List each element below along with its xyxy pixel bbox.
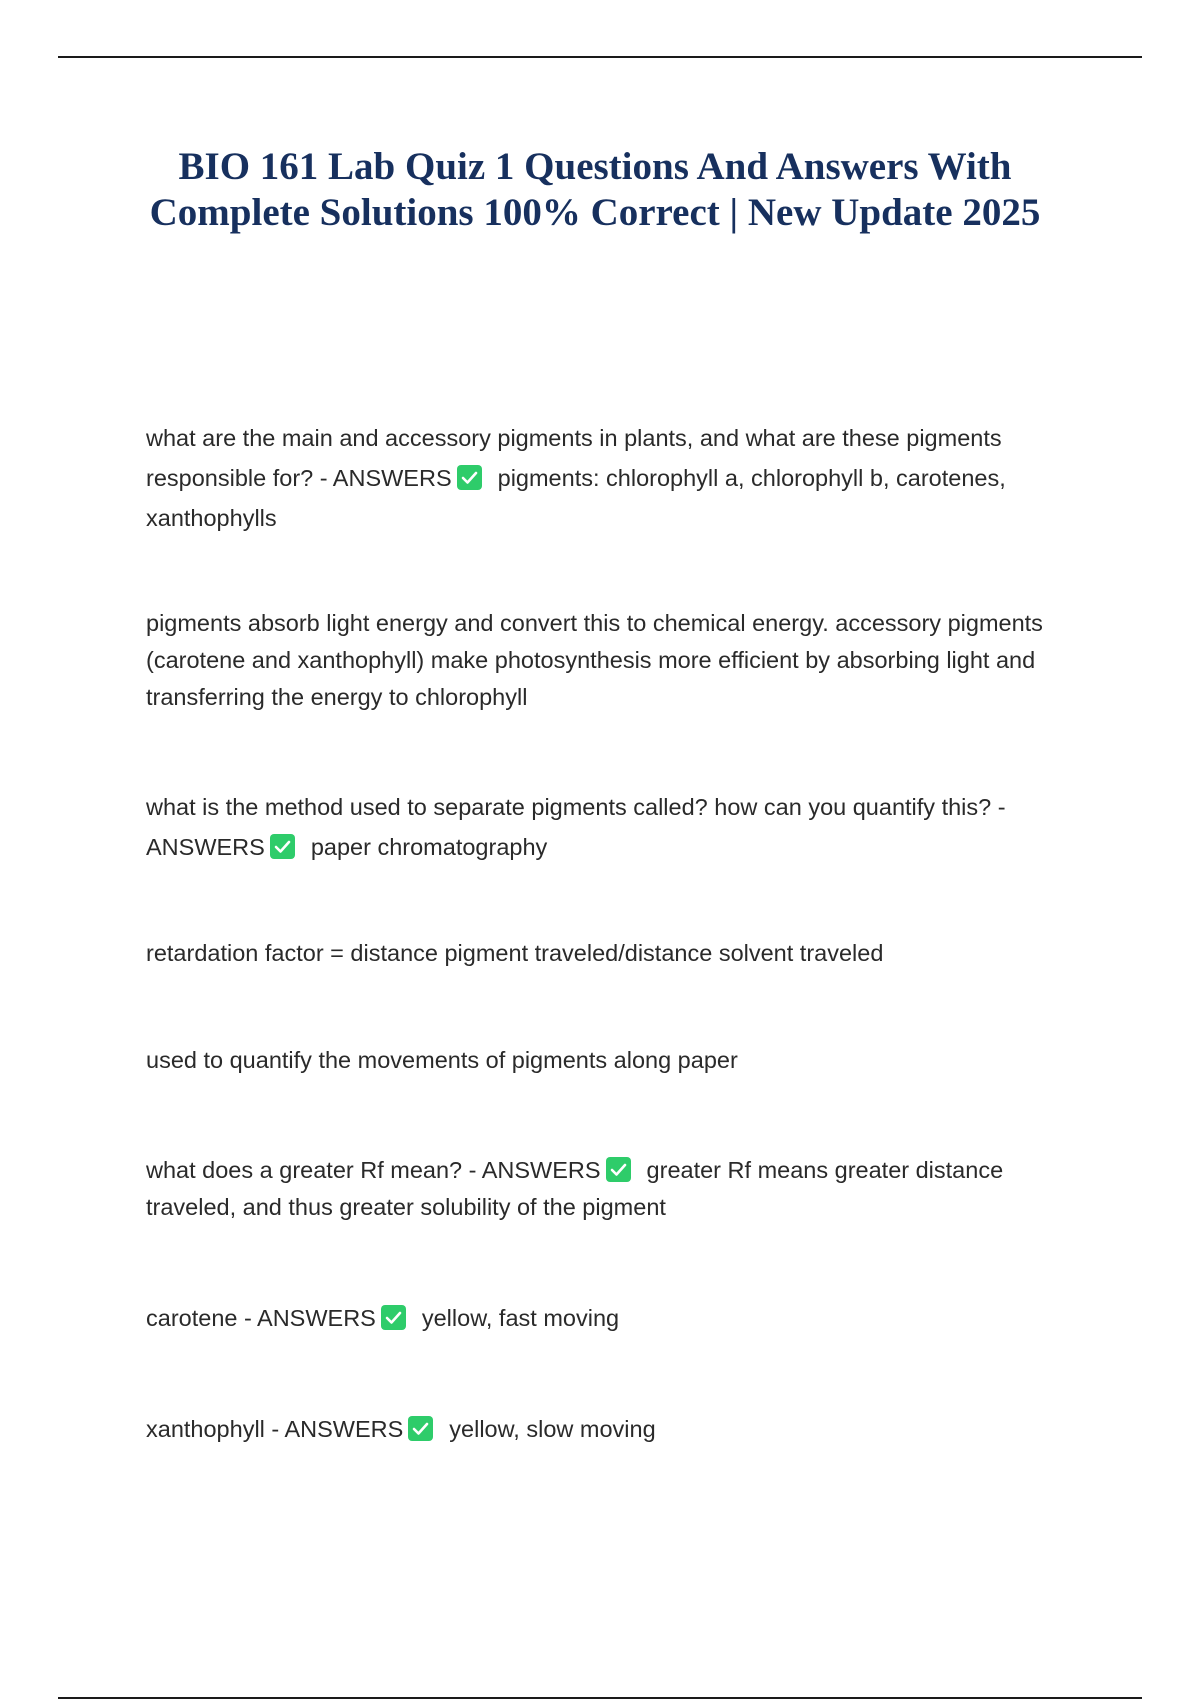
check-box-icon bbox=[606, 1157, 631, 1182]
qa-item-4 bbox=[146, 1300, 1096, 1337]
check-box-icon bbox=[381, 1305, 406, 1330]
document-title: BIO 161 Lab Quiz 1 Questions And Answers With Complete Solutions 100% Correct | New Update 2025 bbox=[149, 145, 1041, 234]
check-box-icon bbox=[270, 834, 295, 859]
text-paragraph-3: used to quantify the movements of pigments along paper bbox=[146, 1047, 738, 1073]
answer-text: pigments: chlorophyll a, chlorophyll b, carotenes, xanthophylls bbox=[146, 465, 1006, 531]
check-box-icon bbox=[408, 1416, 433, 1441]
qa-item-5 bbox=[146, 1411, 1096, 1448]
check-box-icon bbox=[457, 465, 482, 490]
bottom-rule bbox=[58, 1697, 1142, 1699]
answer-text: yellow, slow moving bbox=[449, 1416, 656, 1442]
text-paragraph-2: retardation factor = distance pigment traveled/distance solvent traveled bbox=[146, 940, 884, 966]
top-rule bbox=[58, 56, 1142, 58]
text-paragraph-1: pigments absorb light energy and convert this to chemical energy. accessory pigments (carotene and xanthophyll) make photosynthesis more efficient by absorbing light and transferring the energy to chlorophyll bbox=[146, 610, 1043, 710]
question-text: what is the method used to separate pigments called? how can you quantify this? - ANSWERS bbox=[146, 794, 1006, 860]
answer-text: greater Rf means greater distance traveled, and thus greater solubility of the pigment bbox=[146, 1157, 1004, 1220]
answer-text: yellow, fast moving bbox=[421, 1305, 620, 1331]
question-text: what are the main and accessory pigments in plants, and what are these pigments responsible for? - ANSWERS bbox=[146, 425, 1002, 491]
question-text: what does a greater Rf mean? - ANSWERS bbox=[146, 1157, 601, 1183]
question-text: carotene - ANSWERS bbox=[146, 1305, 376, 1331]
answer-text: paper chromatography bbox=[310, 834, 548, 860]
qa-item-2 bbox=[146, 787, 1096, 867]
qa-item-1 bbox=[146, 418, 1096, 538]
qa-item-3 bbox=[146, 1152, 1096, 1226]
question-text: xanthophyll - ANSWERS bbox=[146, 1416, 404, 1442]
